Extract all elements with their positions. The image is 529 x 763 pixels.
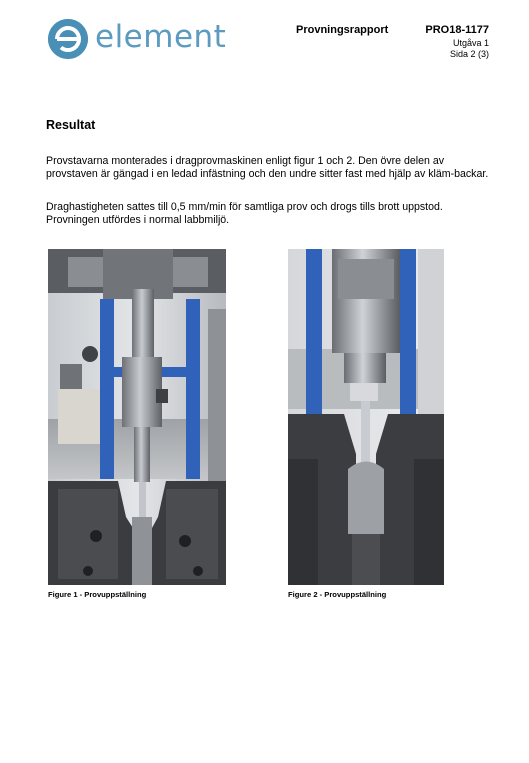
section-heading: Resultat [46, 118, 96, 132]
report-title: Provningsrapport [296, 24, 389, 36]
edition-label: Utgåva 1 [452, 38, 489, 48]
paragraph-speed: Draghastigheten sattes till 0,5 mm/min för samtliga prov och drogs tills brott uppstod. Provningen utfördes i normal labbmiljö. [46, 201, 443, 226]
page-number: Sida 2 (3) [449, 49, 489, 59]
paragraph-mounting: Provstavarna monterades i dragprovmaskinen enligt figur 1 och 2. Den övre delen av provstaven är gängad i en ledad infästning och den undre sitter fast med hjälp av kläm-backar. [46, 155, 489, 180]
logo-wordmark: element [95, 19, 227, 55]
element-logo-icon [48, 19, 88, 59]
report-number: PRO18-1177 [425, 24, 489, 36]
figure-2-caption: Figure 2 - Provuppställning [288, 590, 387, 599]
figure-1-caption: Figure 1 - Provuppställning [48, 590, 147, 599]
element-logo [48, 19, 233, 61]
figure-1-photo [48, 249, 226, 585]
figure-2-photo [288, 249, 444, 585]
